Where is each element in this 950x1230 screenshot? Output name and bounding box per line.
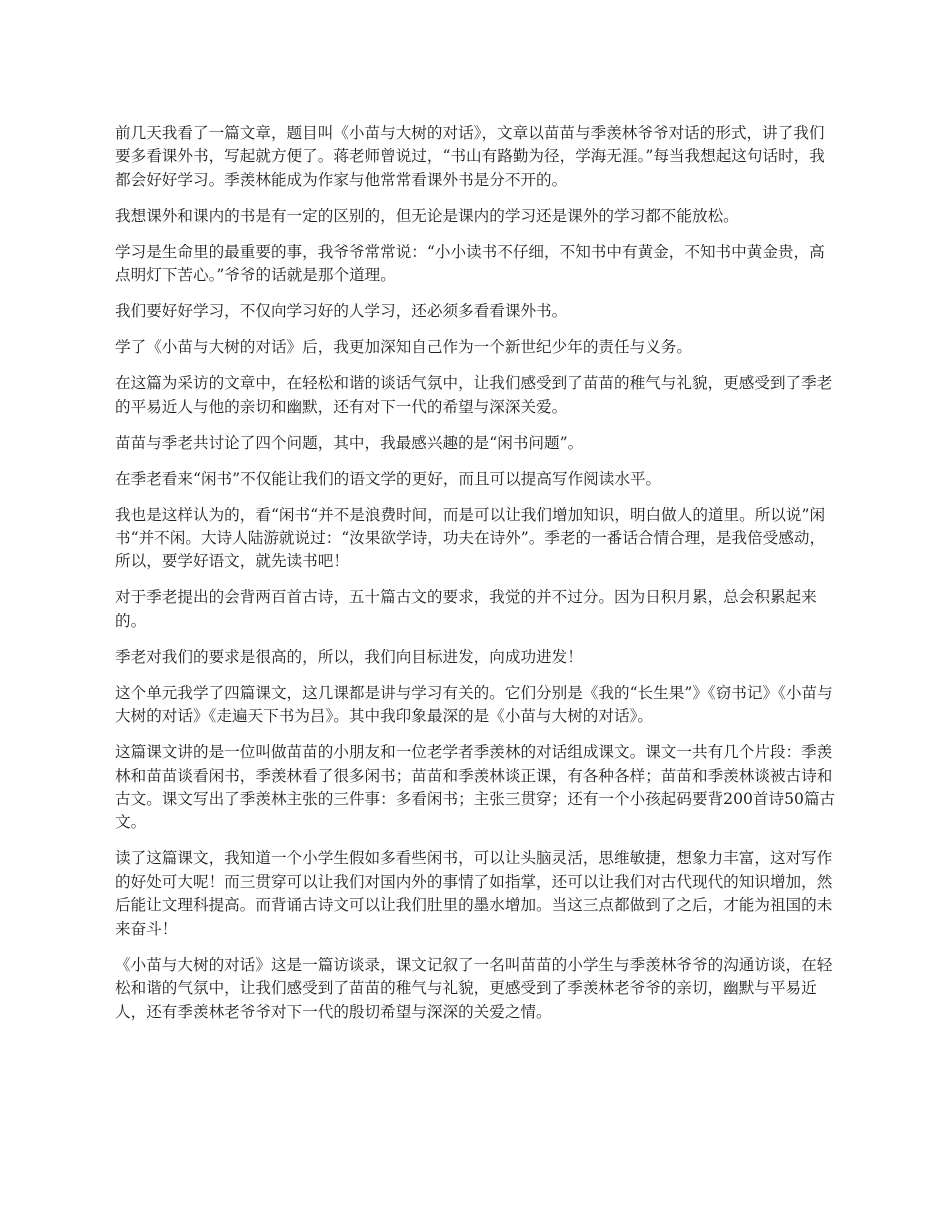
document-body <box>115 122 839 1037</box>
paragraph: 季老对我们的要求是很高的，所以，我们向目标进发，向成功进发！ <box>115 647 583 666</box>
paragraph: 前几天我看了一篇文章，题目叫《小苗与大树的对话》，文章以苗苗与季羡林爷爷对话的形式，讲了我们要多看课外书，写起就方便了。蒋老师曾说过，“书山有路勤为径，学海无涯。”每当我想起这句话时，我都会好好学习。季羡林能成为作家与他常常看课外书是分不开的。 <box>115 124 825 189</box>
paragraph: 这个单元我学了四篇课文，这几课都是讲与学习有关的。它们分别是《我的“长生果”》《窃书记》《小苗与大树的对话》《走遍天下书为吕》。其中我印象最深的是《小苗与大树的对话》。 <box>115 683 833 726</box>
paragraph: 《小苗与大树的对话》这是一篇访谈录，课文记叙了一名叫苗苗的小学生与季羡林爷爷的沟通访谈，在轻松和谐的气氛中，让我们感受到了苗苗的稚气与礼貌，更感受到了季羡林老爷爷的亲切，幽默与平易近人，还有季羡林老爷爷对下一代的殷切希望与深深的关爱之情。 <box>115 955 833 1021</box>
paragraph: 苗苗与季老共讨论了四个问题，其中，我最感兴趣的是“闲书问题”。 <box>115 433 584 452</box>
paragraph: 这篇课文讲的是一位叫做苗苗的小朋友和一位老学者季羡林的对话组成课文。课文一共有几个片段：季羡林和苗苗谈看闲书，季羡林看了很多闲书；苗苗和季羡林谈正课，有各种各样；苗苗和季羡林谈被古诗和古文。课文写出了季羡林主张的三件事：多看闲书；主张三贯穿；还有一个小孩起码要背200首诗50篇古文。 <box>115 743 836 832</box>
paragraph: 我想课外和课内的书是有一定的区别的，但无论是课内的学习还是课外的学习都不能放松。 <box>115 206 739 225</box>
paragraph: 我们要好好学习，不仅向学习好的人学习，还必须多看看课外书。 <box>115 302 568 321</box>
paragraph: 读了这篇课文，我知道一个小学生假如多看些闲书，可以让头脑灵活，思维敏捷，想象力丰富，这对写作的好处可大呢！而三贯穿可以让我们对国内外的事情了如指掌，还可以让我们对古代现代的知识增加，然后能让文理科提高。而背诵古诗文可以让我们肚里的墨水增加。当这三点都做到了之后，才能为祖国的未来奋斗！ <box>115 849 833 938</box>
paragraph: 在这篇为采访的文章中，在轻松和谐的谈话气氛中，让我们感受到了苗苗的稚气与礼貌，更感受到了季老的平易近人与他的亲切和幽默，还有对下一代的希望与深深关爱。 <box>115 374 833 416</box>
paragraph: 学了《小苗与大树的对话》后，我更加深知自己作为一个新世纪少年的责任与义务。 <box>115 338 692 357</box>
paragraph: 在季老看来“闲书”不仅能让我们的语文学的更好，而且可以提高写作阅读水平。 <box>115 469 662 488</box>
paragraph: 我也是这样认为的，看“闲书“并不是浪费时间，而是可以让我们增加知识，明白做人的道里。所以说”闲书“并不闲。大诗人陆游就说过：“汝果欲学诗，功夫在诗外”。季老的一番话合情合理，是我倍受感动，所以，要学好语文，就先读书吧！ <box>115 505 826 571</box>
paragraph: 学习是生命里的最重要的事，我爷爷常常说：“小小读书不仔细，不知书中有黄金，不知书中黄金贵，高点明灯下苦心。”爷爷的话就是那个道理。 <box>115 242 825 285</box>
paragraph: 对于季老提出的会背两百首古诗，五十篇古文的要求，我觉的并不过分。因为日积月累，总会积累起来的。 <box>115 588 817 630</box>
